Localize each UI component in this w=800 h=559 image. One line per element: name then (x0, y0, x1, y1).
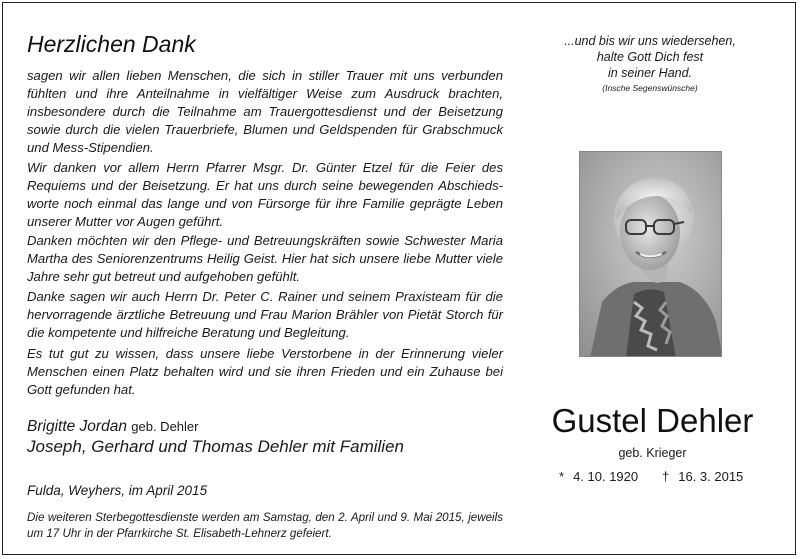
thanks-paragraph-5: Es tut gut zu wissen, dass unsere liebe Verstorbene in der Erinnerung vieler Menschen einen Platz behalten wird und sie ihren Frieden und ein Zuhause bei Gott gefunden hat. (27, 346, 503, 397)
quote-line-2: halte Gott Dich fest (596, 50, 704, 64)
portrait-photo (579, 151, 722, 357)
birth-symbol: * (559, 469, 565, 484)
service-note: Die weiteren Sterbegottesdienste werden am Samstag, den 2. April und 9. Mai 2015, jeweils um 17 Uhr in der Pfarrkirche St. Elisabeth-Lehnerz gefeiert. (27, 511, 503, 540)
quote-line-1: ...und bis wir uns wiedersehen, (564, 34, 736, 48)
signature-name: Brigitte Jordan (27, 418, 127, 435)
thanks-paragraph-1: sagen wir allen lieben Menschen, die sich in stiller Trauer mit uns verbunden fühlten und ihre Anteilnahme in vielfältiger Weise zum Ausdruck brachten, insbesondere durch die Teilnahme am Trauergottesdienst und der Beisetzung sowie durch die vielen Trauerbriefe, Blumen und Geldspenden für Grabschmuck und Mess-Stipendien. (27, 68, 503, 155)
signature-birth-note: geb. Dehler (131, 419, 199, 434)
birth-date (559, 469, 638, 484)
cross-icon: † (662, 469, 670, 484)
thanks-paragraph-3: Danken möchten wir den Pflege- und Betreuungskräften sowie Schwester Maria Martha des Seniorenzentrums Heilig Geist. Hier hat sich unsere liebe Mutter viele Jahre sehr gut betreut und aufgehoben gefühlt. (27, 233, 503, 284)
deceased-birth-name: geb. Krieger (618, 446, 687, 460)
death-date (662, 469, 743, 484)
deceased-name: Gustel Dehler (551, 402, 754, 439)
portrait-image (580, 152, 722, 357)
thanks-paragraph-4: Danke sagen wir auch Herrn Dr. Peter C. Rainer und seinem Praxisteam für die hervorragende ärztliche Betreuung und Frau Marion Brähler von Pietät Storch für die kompetente und hilfreiche Beratung und Begleitung. (27, 289, 503, 340)
death-date-value: 16. 3. 2015 (678, 469, 744, 484)
place-date: Fulda, Weyhers, im April 2015 (27, 483, 208, 498)
quote-block (545, 33, 755, 81)
thanks-paragraph-2: Wir danken vor allem Herrn Pfarrer Msgr. Dr. Günter Etzel für die Feier des Requiems und der Beisetzung. Er hat uns durch seine bewegenden Abschiedsworte noch einmal das lange und von Fürsorge für ihre Familie geprägte Leben unserer Mutter vor Augen geführt. (27, 160, 503, 229)
signature-line-2: Joseph, Gerhard und Thomas Dehler mit Familien (27, 437, 404, 456)
thank-you-heading: Herzlichen Dank (27, 31, 196, 57)
birth-date-value: 4. 10. 1920 (573, 469, 639, 484)
signature-line-1 (27, 418, 198, 436)
quote-source: (Insche Segenswünsche) (602, 83, 698, 93)
quote-line-3: in seiner Hand. (607, 66, 693, 80)
